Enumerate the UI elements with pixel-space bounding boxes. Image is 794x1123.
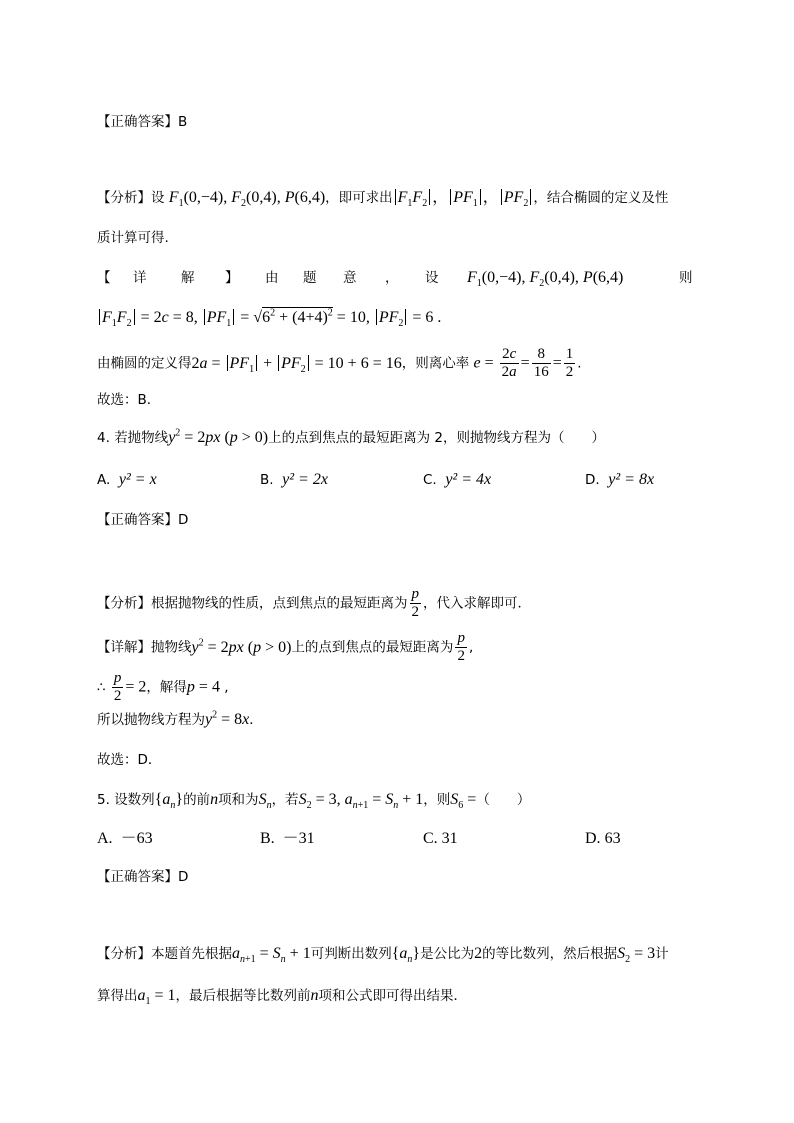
q5-stem: 5. 设数列$\{a_n\}$的前n项和为$S_n$，若$S_2 = 3$, $a_{n+1} = S_n + 1$，则$S_6$ =（ ）	[97, 791, 531, 812]
q4-conclude: 所以抛物线方程为$y^2 = 8x$．	[97, 709, 263, 728]
q3-distance-eq: $F_1F_2 = 2c = 8$, $PF_1 = √6^2 + (4+4)^2 = 10$, $PF_2 = 6$ .	[97, 308, 441, 328]
q3-analysis-line: 【分析】设 $F_1(0,-4)$, $F_2(0,4)$, P(6,4)，即可求出 $F_1F_2$ ， $PF_1$ ， $PF_2$ ，结合椭圆的定义及性	[97, 189, 669, 210]
q5-answer-line: 【正确答案】D	[97, 869, 189, 885]
q4-answer-line: 【正确答案】D	[97, 512, 189, 528]
q5-analysis: 【分析】本题首先根据$a_{n+1} = S_n + 1$可判断出数列$\{a_n\}$是公比为2的等比数列，然后根据$S_2 = 3$计	[97, 945, 669, 966]
q3-analysis-line2: 质计算可得.	[97, 230, 169, 246]
q4-choose: 故选：D．	[97, 752, 162, 768]
math-points: $F_1(0,-4)$, $F_2(0,4)$, P(6,4)	[168, 189, 326, 210]
q4-detail: 【详解】抛物线$y^2 = 2px$ (p > 0)上的点到焦点的最短距离为 $\frac{p}{2}$ ,	[97, 630, 474, 664]
q4-option-d: D. y² = 8x	[585, 471, 655, 488]
q4-option-c: C. y² = 4x	[423, 471, 492, 488]
analysis-label: 【分析】	[97, 190, 151, 206]
q4-solve: ∴ $\frac{p}{2}$ = 2，解得p = 4 ,	[97, 670, 229, 704]
q3-answer-line	[97, 112, 187, 132]
answer-label: 【正确答案】	[97, 114, 178, 130]
question-number: 4.	[97, 430, 110, 446]
q4-stem: 4. 若抛物线$y^2 = 2px$ (p > 0)上的点到焦点的最短距离为 2，则抛物线方程为（ ）	[97, 427, 606, 446]
q4-analysis: 【分析】根据抛物线的性质，点到焦点的最短距离为 $\frac{p}{2}$ ，代入求解即可．	[97, 586, 531, 620]
q3-ellipse-line: 由椭圆的定义得$2a = PF_1 + PF_2 = 10 + 6 = 16$，则离心率 e = $\frac{2c}{2a}$ = $\frac{8}{16}$ = $\frac{1}{2}$ .	[97, 346, 582, 380]
q5-analysis-line2: 算得出$a_1 = 1$，最后根据等比数列前n项和公式即可得出结果．	[97, 987, 468, 1008]
q5-option-b: B. －31	[260, 830, 315, 847]
q3-choose: 故选：B．	[97, 392, 161, 408]
q5-option-a: A. －63	[97, 830, 153, 847]
q5-option-c: C. 31	[423, 830, 458, 847]
q4-option-b: B. y² = 2x	[260, 471, 328, 488]
answer-value: B	[178, 114, 188, 130]
question-number: 5.	[97, 792, 110, 808]
q5-option-d: D. 63	[585, 830, 621, 847]
q4-option-a: A. y² = x	[97, 471, 157, 488]
